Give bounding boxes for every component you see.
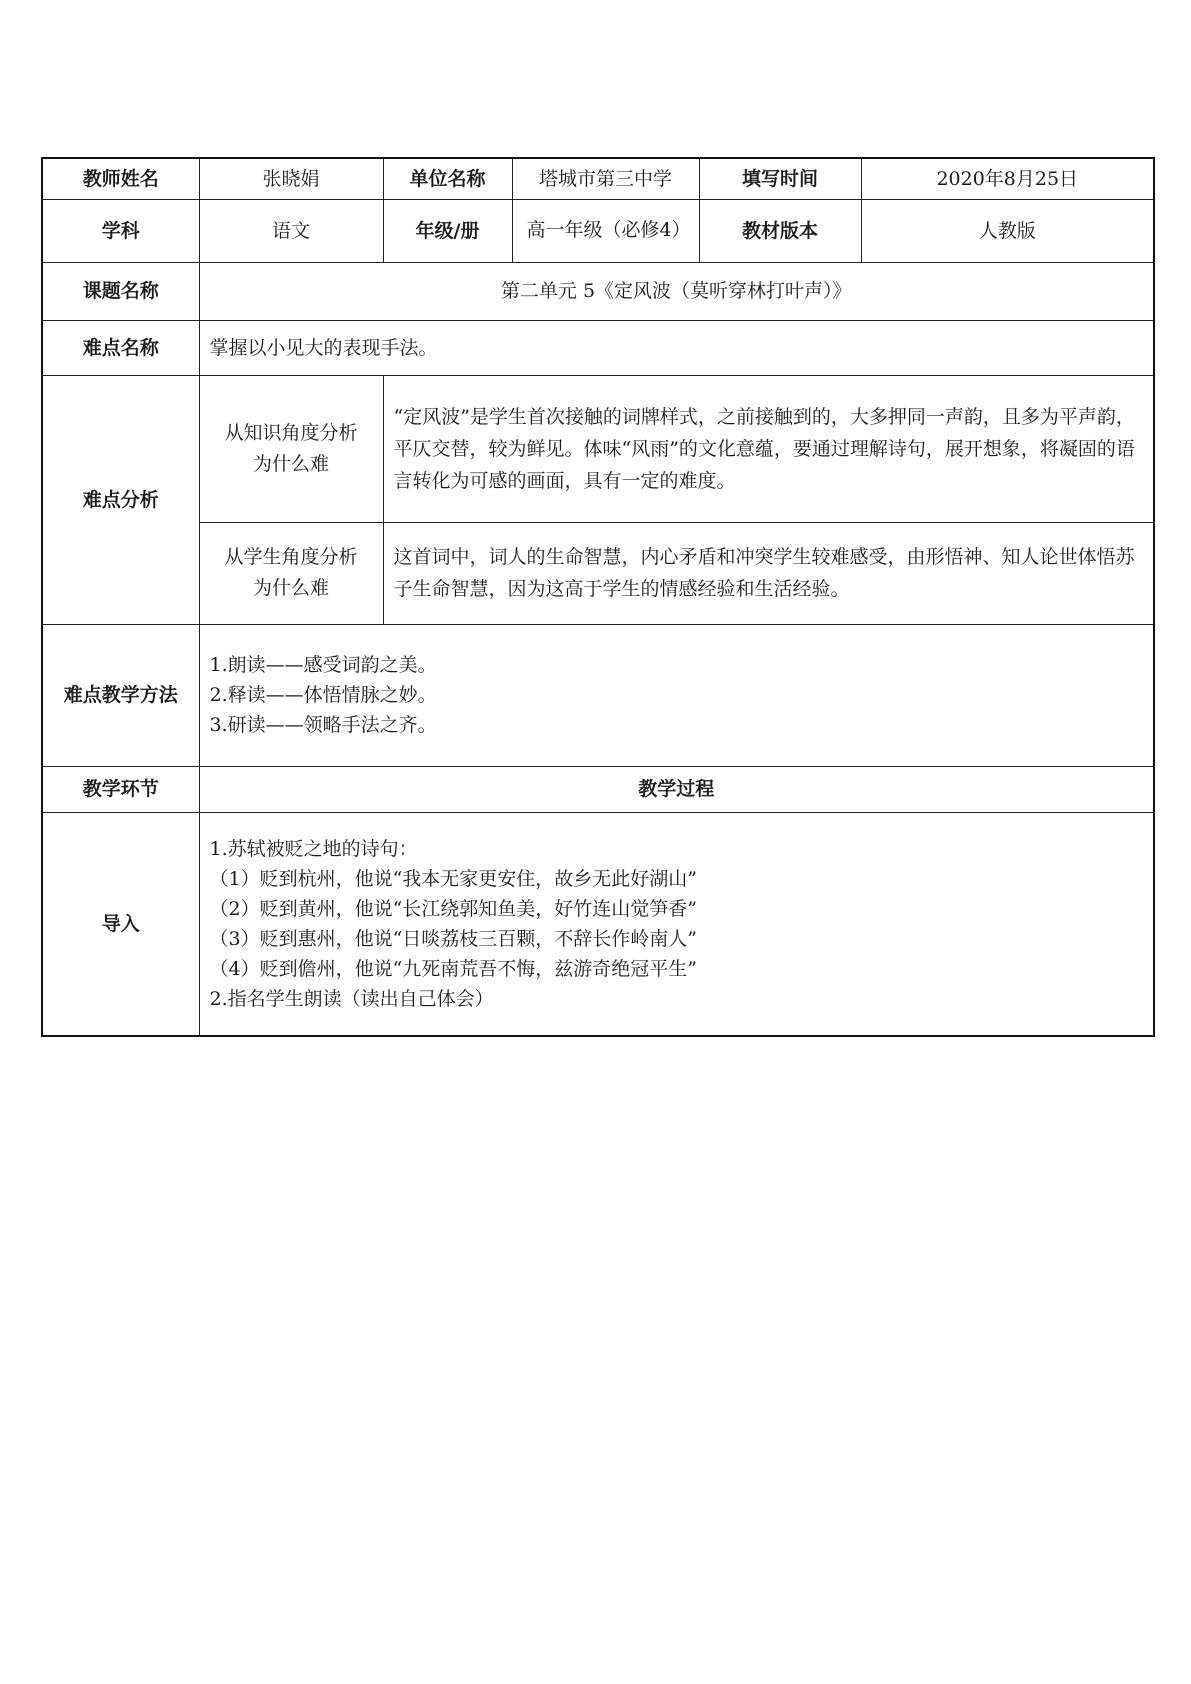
topic-value: 第二单元 5《定风波（莫听穿林打叶声）》 (199, 262, 1154, 320)
methods-row (42, 624, 1154, 766)
lesson-plan-table (41, 157, 1155, 1037)
knowledge-angle-text: “定风波”是学生首次接触的词牌样式，之前接触到的，大多押同一声韵，且多为平声韵，平仄交替，较为鲜见。体味“风雨”的文化意蕴，要通过理解诗句，展开想象，将凝固的语言转化为可感的画面，具有一定的难度。 (383, 375, 1154, 522)
topic-label: 课题名称 (42, 262, 199, 320)
method-item: 2.释读——体悟情脉之妙。 (209, 684, 437, 706)
process-header: 教学过程 (199, 766, 1154, 812)
analysis-label: 难点分析 (42, 375, 199, 624)
student-angle-label: 从学生角度分析为什么难 (199, 522, 383, 624)
process-line: （1）贬到杭州，他说“我本无家更安住，故乡无此好湖山” (209, 867, 698, 890)
unit-label: 单位名称 (383, 158, 512, 199)
methods-label: 难点教学方法 (42, 624, 199, 766)
teacher-label: 教师姓名 (42, 158, 199, 199)
method-item: 1.朗读——感受词韵之美。 (209, 654, 437, 676)
difficulty-value: 掌握以小见大的表现手法。 (199, 320, 1154, 375)
analysis-row-student (42, 522, 1154, 624)
edition-label: 教材版本 (699, 199, 861, 262)
knowledge-angle-label: 从知识角度分析为什么难 (199, 375, 383, 522)
process-line: 2.指名学生朗读（读出自己体会） (209, 987, 494, 1010)
intro-process-text (199, 812, 1154, 1036)
date-value: 2020年8月25日 (861, 158, 1154, 199)
process-line: （4）贬到儋州，他说“九死南荒吾不悔，兹游奇绝冠平生” (209, 957, 698, 980)
grade-label: 年级/册 (383, 199, 512, 262)
process-line: 1.苏轼被贬之地的诗句： (209, 837, 418, 860)
process-line: （3）贬到惠州，他说“日啖荔枝三百颗，不辞长作岭南人” (209, 927, 698, 950)
methods-list (199, 624, 1154, 766)
date-label: 填写时间 (699, 158, 861, 199)
step-header: 教学环节 (42, 766, 199, 812)
subject-label: 学科 (42, 199, 199, 262)
method-item: 3.研读——领略手法之齐。 (209, 714, 437, 736)
intro-row (42, 812, 1154, 1036)
intro-step-label: 导入 (42, 812, 199, 1036)
header-row-1 (42, 158, 1154, 199)
topic-row (42, 262, 1154, 320)
edition-value: 人教版 (861, 199, 1154, 262)
process-header-row (42, 766, 1154, 812)
difficulty-label: 难点名称 (42, 320, 199, 375)
analysis-row-knowledge (42, 375, 1154, 522)
subject-value: 语文 (199, 199, 383, 262)
grade-value: 高一年级（必修4） (512, 199, 699, 262)
process-line: （2）贬到黄州，他说“长江绕郭知鱼美，好竹连山觉笋香” (209, 897, 698, 920)
difficulty-row (42, 320, 1154, 375)
unit-value: 塔城市第三中学 (512, 158, 699, 199)
student-angle-text: 这首词中，词人的生命智慧，内心矛盾和冲突学生较难感受，由形悟神、知人论世体悟苏子生命智慧，因为这高于学生的情感经验和生活经验。 (383, 522, 1154, 624)
teacher-value: 张晓娟 (199, 158, 383, 199)
header-row-2 (42, 199, 1154, 262)
